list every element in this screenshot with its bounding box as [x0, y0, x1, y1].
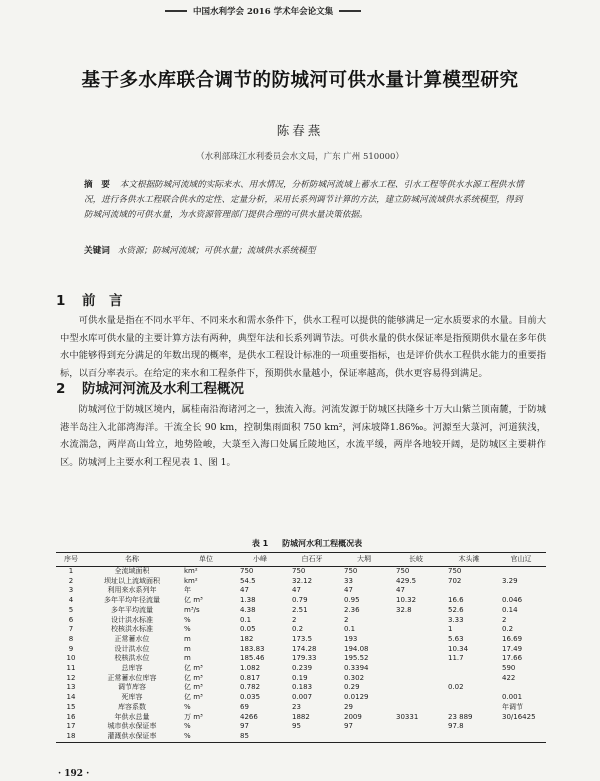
table-header-cell: 官山辽 [510, 554, 532, 563]
table-cell: 2.36 [344, 605, 360, 614]
table-cell: 16.69 [502, 634, 523, 643]
table-row [56, 722, 546, 732]
table-cell: 0.3394 [344, 664, 369, 673]
table-cell: 69 [240, 702, 249, 711]
table-cell: 城市供水保证率 [107, 722, 157, 731]
table-cell: 0.817 [240, 673, 261, 682]
table-row [56, 703, 546, 713]
table-cell: 2 [68, 576, 74, 585]
table-cell: 利用来水系列年 [107, 586, 157, 595]
table-row [56, 586, 546, 596]
table-cell: 3.29 [502, 576, 518, 585]
table-cell: % [184, 615, 191, 624]
table-cell [442, 732, 496, 742]
table-caption [0, 538, 600, 549]
table-cell: 亿 m³ [184, 683, 203, 692]
table-header-cell: 单位 [199, 554, 213, 563]
table-row [56, 693, 546, 703]
table-cell: 17.49 [502, 644, 523, 653]
table-cell: 5.63 [448, 634, 464, 643]
table-cell: 85 [240, 731, 249, 740]
table-cell: 0.02 [448, 683, 464, 692]
paper-title: 基于多水库联合调节的防城河可供水量计算模型研究 [81, 70, 519, 91]
table-cell: 0.001 [502, 693, 523, 702]
section-1-number: 1 [56, 293, 66, 309]
table-cell: 193 [344, 634, 358, 643]
table-cell: 年调节 [502, 702, 523, 711]
table-header-cell: 长岐 [409, 554, 423, 563]
page-number: · 192 · [58, 769, 90, 779]
table-cell: % [184, 722, 191, 731]
table-cell: 47 [396, 586, 405, 595]
table-cell [496, 732, 546, 742]
table-cell [442, 693, 496, 703]
table-cell: 设计洪水位 [114, 644, 150, 653]
table-cell: 2009 [344, 712, 362, 721]
table-cell: 2 [502, 615, 507, 624]
table-cell: 0.05 [240, 625, 256, 634]
table-cell: 0.046 [502, 596, 523, 605]
author-name: 陈春燕 [276, 123, 324, 138]
table-cell: 29 [344, 702, 353, 711]
table-cell: 5 [68, 605, 74, 614]
table-cell: 18 [66, 731, 76, 740]
table-cell: 6 [68, 615, 74, 624]
table-row [56, 654, 546, 664]
abstract-label: 摘 要 [84, 180, 110, 190]
table-cell [286, 732, 338, 742]
table-cell: 47 [240, 586, 249, 595]
author-affiliation: （水利部珠江水利委员会水文局，广东 广州 510000） [196, 152, 404, 162]
table-cell: 0.007 [292, 693, 313, 702]
table-cell: 11.7 [448, 654, 464, 663]
table-cell: 10.34 [448, 644, 469, 653]
table-row [56, 577, 546, 587]
table-row [56, 635, 546, 645]
running-header [165, 4, 415, 18]
keywords-text: 水资源；防城河流域；可供水量；流域供水系统模型 [117, 246, 316, 256]
table-cell: 1 [68, 567, 74, 575]
table-cell [390, 654, 442, 664]
table-cell: 0.035 [240, 693, 261, 702]
table-cell: 亿 m³ [184, 664, 203, 673]
table-cell: 10 [66, 654, 76, 663]
table-cell: 死库容 [121, 693, 143, 702]
table-cell: 97 [344, 722, 353, 731]
table-cell: % [184, 731, 191, 740]
table-cell [442, 586, 496, 596]
table-cell: 194.08 [344, 644, 369, 653]
table-cell: 750 [448, 567, 462, 575]
table-cell: 库容系数 [118, 702, 146, 711]
table-cell [390, 703, 442, 713]
table-cell: 亿 m³ [184, 693, 203, 702]
table-cell: 正常蓄水位 [114, 634, 150, 643]
table-cell [442, 674, 496, 684]
table-cell: 调节库容 [118, 683, 146, 692]
table-cell: 校核洪水位 [114, 654, 150, 663]
table-cell: m³/s [184, 605, 200, 614]
table-cell: 4 [68, 596, 74, 605]
table-cell: 17.66 [502, 654, 523, 663]
table-cell: 173.5 [292, 634, 313, 643]
abstract [84, 178, 524, 223]
table-header-cell: 名称 [125, 554, 139, 563]
table-cell: 2 [292, 615, 297, 624]
table-cell: 13 [66, 683, 76, 692]
table-cell: 590 [502, 664, 516, 673]
table-header-row [56, 553, 546, 567]
table-cell [390, 683, 442, 693]
table-row [56, 625, 546, 635]
table-cell: 2 [344, 615, 349, 624]
table-cell: 0.29 [344, 683, 360, 692]
table-cell [390, 635, 442, 645]
table-cell: 年 [184, 586, 191, 595]
table-cell: 0.95 [344, 596, 360, 605]
table-cell: 0.2 [502, 625, 514, 634]
table-cell: 年供水总量 [114, 712, 150, 721]
table-cell: 0.14 [502, 605, 518, 614]
table-header-cell: 序号 [64, 554, 78, 563]
table-cell: 54.5 [240, 576, 256, 585]
table-cell [442, 703, 496, 713]
table-cell: 0.0129 [344, 693, 369, 702]
table-row [56, 616, 546, 626]
table-row [56, 567, 546, 577]
table-row [56, 664, 546, 674]
section-2-heading [56, 377, 244, 397]
table-cell [390, 664, 442, 674]
table-cell: 52.6 [448, 605, 464, 614]
table-cell: 14 [66, 693, 76, 702]
table-row [56, 674, 546, 684]
table-cell: % [184, 625, 191, 634]
journal-name: 中国水利学会 2016 学术年会论文集 [193, 7, 334, 17]
table-cell: 亿 m³ [184, 596, 203, 605]
table-cell: 亿 m³ [184, 673, 203, 682]
table-cell: 183.83 [240, 644, 265, 653]
table-cell: 179.33 [292, 654, 317, 663]
table-row [56, 645, 546, 655]
table-cell: 17 [66, 722, 76, 731]
table-cell: 0.19 [292, 673, 308, 682]
table-cell: 0.1 [240, 615, 252, 624]
table-cell: m [184, 644, 191, 653]
table-row [56, 596, 546, 606]
table-cell: m [184, 654, 191, 663]
table-cell: 429.5 [396, 576, 417, 585]
table-cell: 设计洪水标准 [111, 615, 153, 624]
table-cell: 总库容 [121, 664, 143, 673]
table-cell [496, 567, 546, 577]
table-body [56, 567, 546, 743]
header-rule-left [165, 10, 187, 12]
table-cell: 0.1 [344, 625, 356, 634]
table-cell: 坝址以上流域面积 [104, 576, 160, 585]
table-header-cell: 大垌 [357, 554, 371, 563]
table-cell [496, 586, 546, 596]
table-cell: 4266 [240, 712, 258, 721]
table-cell: 97 [240, 722, 249, 731]
section-1-title: 前 言 [82, 293, 123, 309]
table-cell [442, 664, 496, 674]
table-cell: 3 [68, 586, 74, 595]
table-cell: 11 [66, 664, 76, 673]
table-cell: 750 [344, 567, 358, 575]
table-cell: 47 [292, 586, 301, 595]
table-cell: 32.12 [292, 576, 313, 585]
header-rule-right [339, 10, 361, 12]
table-cell: 4.38 [240, 605, 256, 614]
section-2-number: 2 [56, 381, 66, 397]
table-cell: 23 [292, 702, 301, 711]
table-cell: 30/16425 [502, 712, 536, 721]
table-cell: 0.183 [292, 683, 313, 692]
table-cell: 0.79 [292, 596, 308, 605]
table-row [56, 713, 546, 723]
table-cell: 多年平均流量 [111, 605, 153, 614]
table-cell: 182 [240, 634, 254, 643]
table-cell: 32.8 [396, 605, 412, 614]
table-cell: 0.2 [292, 625, 304, 634]
table-cell: 15 [66, 702, 76, 711]
table-cell: 16.6 [448, 596, 464, 605]
table-cell: 9 [68, 644, 74, 653]
table-cell [390, 616, 442, 626]
table-cell: 1882 [292, 712, 310, 721]
table-cell: 33 [344, 576, 353, 585]
table-caption-label: 表 1 [251, 539, 269, 548]
table-cell: 校核洪水标准 [111, 625, 153, 634]
table-header-cell: 木头滩 [458, 554, 480, 563]
table-cell: 195.52 [344, 654, 369, 663]
table-header-cell: 白石牙 [301, 554, 323, 563]
table-cell [390, 722, 442, 732]
reservoir-table [56, 552, 546, 743]
table-cell [338, 732, 390, 742]
keywords-label: 关键词 [84, 246, 110, 256]
abstract-text: 本文根据防城河流域的实际来水、用水情况，分析防城河流域上蓄水工程、引水工程等供水水源工程供水情况，进行各供水工程联合供水的定性、定量分析，采用长系列调节计算的方法，建立防城河流域供水系统模型，得到防城河流域的可供水量，为水资源管理部门提供合理的可供水量决策依据。 [84, 180, 524, 220]
table-cell [390, 645, 442, 655]
section-2-paragraph: 防城河位于防城区境内，属桂南沿海诸河之一，独流入海。河流发源于防城区扶隆乡十万大山紫兰顶南麓，于防城港半岛注入北部湾海洋。干流全长 90 km，控制集雨面积 750 km²，河床坡降1.86‰。河源至大菉河，河道狭浅，水流湍急，两岸高山耸立，地势险峻，大菉至入海口处属丘陵地区，水流平缓，两岸各地较开阔，是防城区主要耕作区。防城河上主要水利工程见表 1、图 1。 [60, 404, 546, 468]
table-cell [390, 693, 442, 703]
table-cell: 8 [68, 634, 74, 643]
table-cell: 正常蓄水位库容 [107, 673, 157, 682]
table-cell: 422 [502, 673, 516, 682]
table-cell: 750 [292, 567, 306, 575]
table-cell [496, 722, 546, 732]
section-1-heading [56, 289, 123, 309]
table-cell: 7 [68, 625, 74, 634]
table-cell [390, 732, 442, 742]
table-cell: 万 m³ [184, 712, 203, 721]
table-cell: 3.33 [448, 615, 464, 624]
table-cell: 174.28 [292, 644, 317, 653]
table-row [56, 732, 546, 742]
table-cell: 全流域面积 [114, 567, 150, 575]
table-cell: 0.782 [240, 683, 261, 692]
table-cell: 185.46 [240, 654, 265, 663]
table-cell: 0.302 [344, 673, 365, 682]
table-cell: 10.32 [396, 596, 417, 605]
table-cell: 12 [66, 673, 76, 682]
table-cell: 30331 [396, 712, 419, 721]
table-row [56, 683, 546, 693]
table-cell: 多年平均年径流量 [104, 596, 160, 605]
table-cell: 95 [292, 722, 301, 731]
table-cell [390, 674, 442, 684]
table-cell: 1 [448, 625, 453, 634]
table-cell: 2.51 [292, 605, 308, 614]
keywords [84, 244, 524, 258]
table-cell [496, 683, 546, 693]
table-cell: 47 [344, 586, 353, 595]
table-row [56, 606, 546, 616]
table-cell: 0.239 [292, 664, 313, 673]
table-header-cell: 小峰 [253, 554, 267, 563]
table-cell: 1.082 [240, 664, 261, 673]
table-caption-text: 防城河水利工程概况表 [282, 539, 363, 548]
section-1-paragraph: 可供水量是指在不同水平年、不同来水和需水条件下，供水工程可以提供的能够满足一定水质要求的水量。目前大中型水库可供水量的主要计算方法有两种，典型年法和长系列调节法。可供水量的供水保证率是指预期供水量在多年供水中能够得到充分满足的年数出现的概率，是供水工程设计标准的一项重要指标，也是评价供水工程供水能力的重要指标，以百分率表示。在给定的来水和工程条件下，预期供水量越小，保证率越高，供水更容易得到满足。 [60, 315, 546, 379]
table-cell: 750 [240, 567, 254, 575]
section-2-title: 防城河河流及水利工程概况 [82, 381, 244, 397]
table-cell [390, 625, 442, 635]
table-cell: 23 889 [448, 712, 473, 721]
table-cell: 702 [448, 576, 462, 585]
table-cell: km² [184, 567, 198, 575]
table-cell: 灌溉供水保证率 [107, 731, 157, 740]
table-cell: 16 [66, 712, 76, 721]
table-cell: 1.38 [240, 596, 256, 605]
table-cell: km² [184, 576, 198, 585]
table-cell: 750 [396, 567, 410, 575]
table-cell: m [184, 634, 191, 643]
table-cell: % [184, 702, 191, 711]
table-cell: 97.8 [448, 722, 464, 731]
